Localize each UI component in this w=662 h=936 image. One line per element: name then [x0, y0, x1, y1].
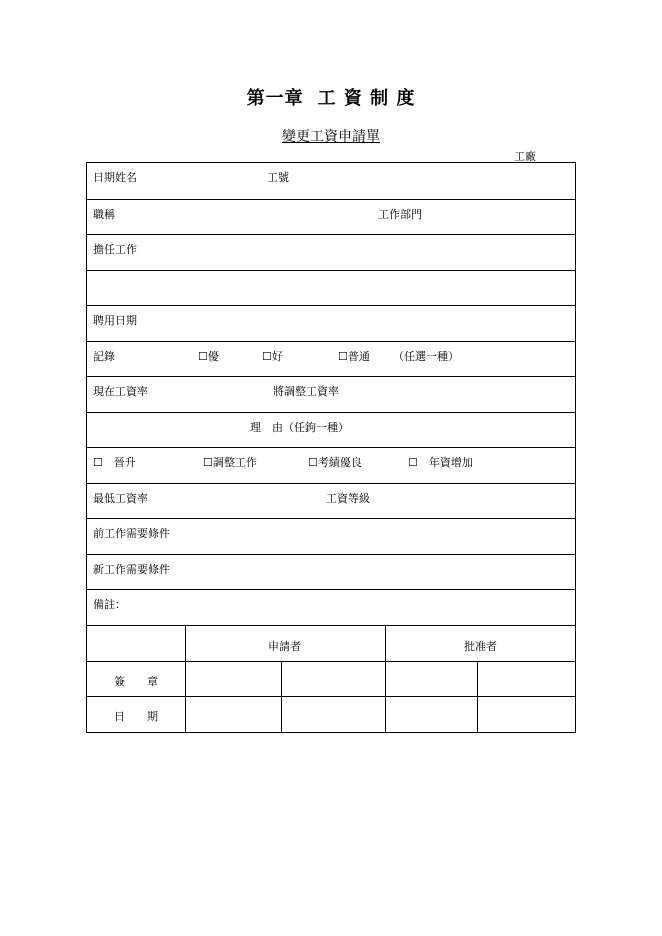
applicant-header: 申請者 — [268, 639, 301, 653]
option-excellent[interactable]: ☐優 — [198, 349, 219, 363]
form-title: 變更工資申請單 — [282, 129, 380, 145]
chapter-number: 第一章 — [246, 88, 304, 109]
record-label: 記錄 — [93, 349, 115, 363]
row-date-name — [87, 163, 575, 199]
reason-label: 理 由（任鉤一種） — [250, 420, 349, 434]
reason-promotion[interactable]: ☐ 晉升 — [93, 456, 136, 469]
job-title-label: 職稱 — [93, 207, 115, 221]
option-hint: （任選一種） — [393, 349, 459, 363]
divider — [185, 626, 186, 732]
wage-grade-label: 工資等級 — [326, 491, 370, 505]
row-hire-date — [87, 305, 575, 341]
date-label: 日 期 — [114, 709, 158, 723]
chapter-heading — [0, 84, 662, 110]
min-rate-label: 最低工資率 — [93, 491, 148, 505]
reason-seniority[interactable]: ☐ 年資增加 — [408, 456, 473, 469]
row-record — [87, 341, 575, 377]
employee-no-label: 工號 — [267, 171, 289, 184]
row-assigned-work — [87, 234, 575, 270]
row-reason-heading — [87, 412, 575, 448]
row-wage-rate — [87, 376, 575, 412]
approver-header: 批准者 — [464, 639, 497, 653]
current-rate-label: 現在工資率 — [93, 385, 148, 398]
signature-table — [87, 625, 575, 732]
assigned-work-label: 擔任工作 — [93, 243, 137, 256]
hire-date-label: 聘用日期 — [93, 314, 137, 327]
work-dept-label: 工作部門 — [378, 207, 422, 221]
row-prev-requirements — [87, 518, 575, 554]
new-requirements-label: 新工作需要條件 — [93, 562, 170, 576]
wage-change-form — [86, 162, 576, 733]
remarks-label: 備註： — [93, 598, 126, 611]
option-good[interactable]: ☐好 — [262, 349, 283, 363]
row-job-title — [87, 199, 575, 235]
reason-transfer[interactable]: ☐調整工作 — [203, 456, 257, 469]
divider — [87, 696, 575, 697]
divider — [87, 661, 575, 662]
row-remarks — [87, 589, 575, 625]
row-new-requirements — [87, 554, 575, 590]
row-reasons — [87, 447, 575, 483]
prev-requirements-label: 前工作需要條件 — [93, 527, 170, 540]
factory-label: 工廠 — [514, 150, 536, 163]
chapter-title: 工 資 制 度 — [317, 88, 416, 109]
divider — [385, 626, 386, 732]
new-rate-label: 將調整工資率 — [273, 385, 339, 398]
row-min-rate — [87, 483, 575, 519]
row-blank — [87, 270, 575, 306]
reason-performance[interactable]: ☐考績優良 — [308, 456, 362, 469]
seal-label: 簽 章 — [114, 674, 158, 688]
date-name-label: 日期姓名 — [93, 171, 137, 184]
option-normal[interactable]: ☐普通 — [338, 349, 370, 363]
